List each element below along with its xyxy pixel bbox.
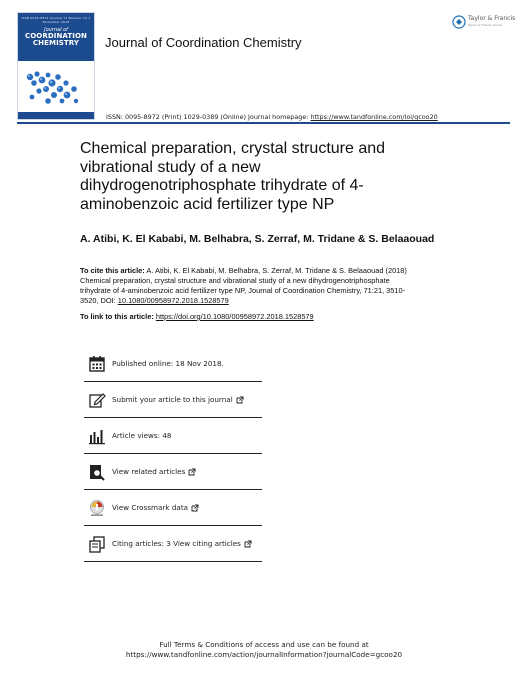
external-link-icon [244, 540, 252, 548]
metric-submit[interactable] [84, 382, 262, 418]
metric-crossmark[interactable] [84, 490, 262, 526]
citation-text: A. Atibi, K. El Kababi, M. Belhabra, S. Zerraf, M. Tridane & S. Belaaouad (2018) Chemical preparation, crystal structure and vibrational study of a new dihydrogenotriphosphate trihydrate of 4-aminobenzoic acid fertilizer type NP, Journal of Coordination Chemistry, 71:21, 3510-3520, DOI: [80, 266, 407, 305]
issn-text: ISSN: 0095-8972 (Print) 1029-0389 (Online) Journal homepage: [106, 113, 311, 121]
cover-title-line1: COORDINATION [25, 32, 87, 40]
metric-published-text: Published online: 18 Nov 2018. [112, 359, 224, 368]
journal-title[interactable]: Journal of Coordination Chemistry [105, 35, 302, 50]
terms-url[interactable]: https://www.tandfonline.com/action/journalInformation?journalCode=gcoo20 [125, 650, 403, 659]
bar-chart-icon [88, 427, 106, 445]
metric-related[interactable] [84, 454, 262, 490]
cover-issn: ISSN 0095-8972 Volume 71 Number 21 1 November 2018 [21, 16, 91, 24]
publisher-sub: Taylor & Francis Group [468, 23, 502, 27]
cover-bottom-bar [18, 112, 94, 119]
article-authors: A. Atibi, K. El Kababi, M. Belhabra, S. Zerraf, M. Tridane & S. Belaaouad [80, 233, 435, 245]
metric-related-text[interactable]: View related articles [112, 467, 186, 476]
article-doi-url[interactable]: https://doi.org/10.1080/00958972.2018.1528579 [155, 312, 314, 321]
terms-line: Full Terms & Conditions of access and use can be found at [159, 640, 369, 649]
citation-label: To cite this article: [80, 266, 145, 275]
article-metrics-list [84, 346, 262, 562]
header-divider [17, 122, 510, 124]
metric-submit-text[interactable]: Submit your article to this journal [112, 395, 233, 404]
metric-crossmark-text[interactable]: View Crossmark data [112, 503, 189, 512]
metric-citing-text[interactable]: Citing articles: 3 View citing articles [112, 539, 241, 548]
journal-cover [17, 12, 95, 120]
external-link-icon [236, 396, 244, 404]
pencil-icon [88, 391, 106, 409]
cover-title-block [18, 13, 94, 61]
citation-doi-link[interactable]: 10.1080/00958972.2018.1528579 [117, 296, 229, 305]
crossmark-icon [88, 499, 106, 517]
magnifier-icon [88, 463, 106, 481]
cover-journal-of: Journal of [44, 27, 68, 33]
metric-citing[interactable] [84, 526, 262, 562]
metric-published [84, 346, 262, 382]
cover-title-line2: CHEMISTRY [32, 39, 80, 47]
publisher-name: Taylor & Francis [468, 15, 516, 22]
external-link-icon [191, 504, 199, 512]
molecule-illustration [20, 65, 92, 111]
article-title: Chemical preparation, crystal structure and vibrational study of a new dihydrogenotriphosphate trihydrate of 4-aminobenzoic acid fertilizer type NP [80, 140, 386, 213]
metric-views-text: Article views: 48 [112, 431, 172, 440]
terms-footer [0, 640, 528, 660]
issn-line [106, 113, 438, 121]
article-link-label: To link to this article: [80, 312, 156, 321]
calendar-icon [88, 355, 106, 373]
article-link-block [80, 312, 415, 321]
citing-icon [88, 535, 106, 553]
external-link-icon [188, 468, 196, 476]
metric-views [84, 418, 262, 454]
journal-homepage-link[interactable]: https://www.tandfonline.com/loi/gcoo20 [310, 113, 438, 121]
citation-block [80, 266, 415, 306]
